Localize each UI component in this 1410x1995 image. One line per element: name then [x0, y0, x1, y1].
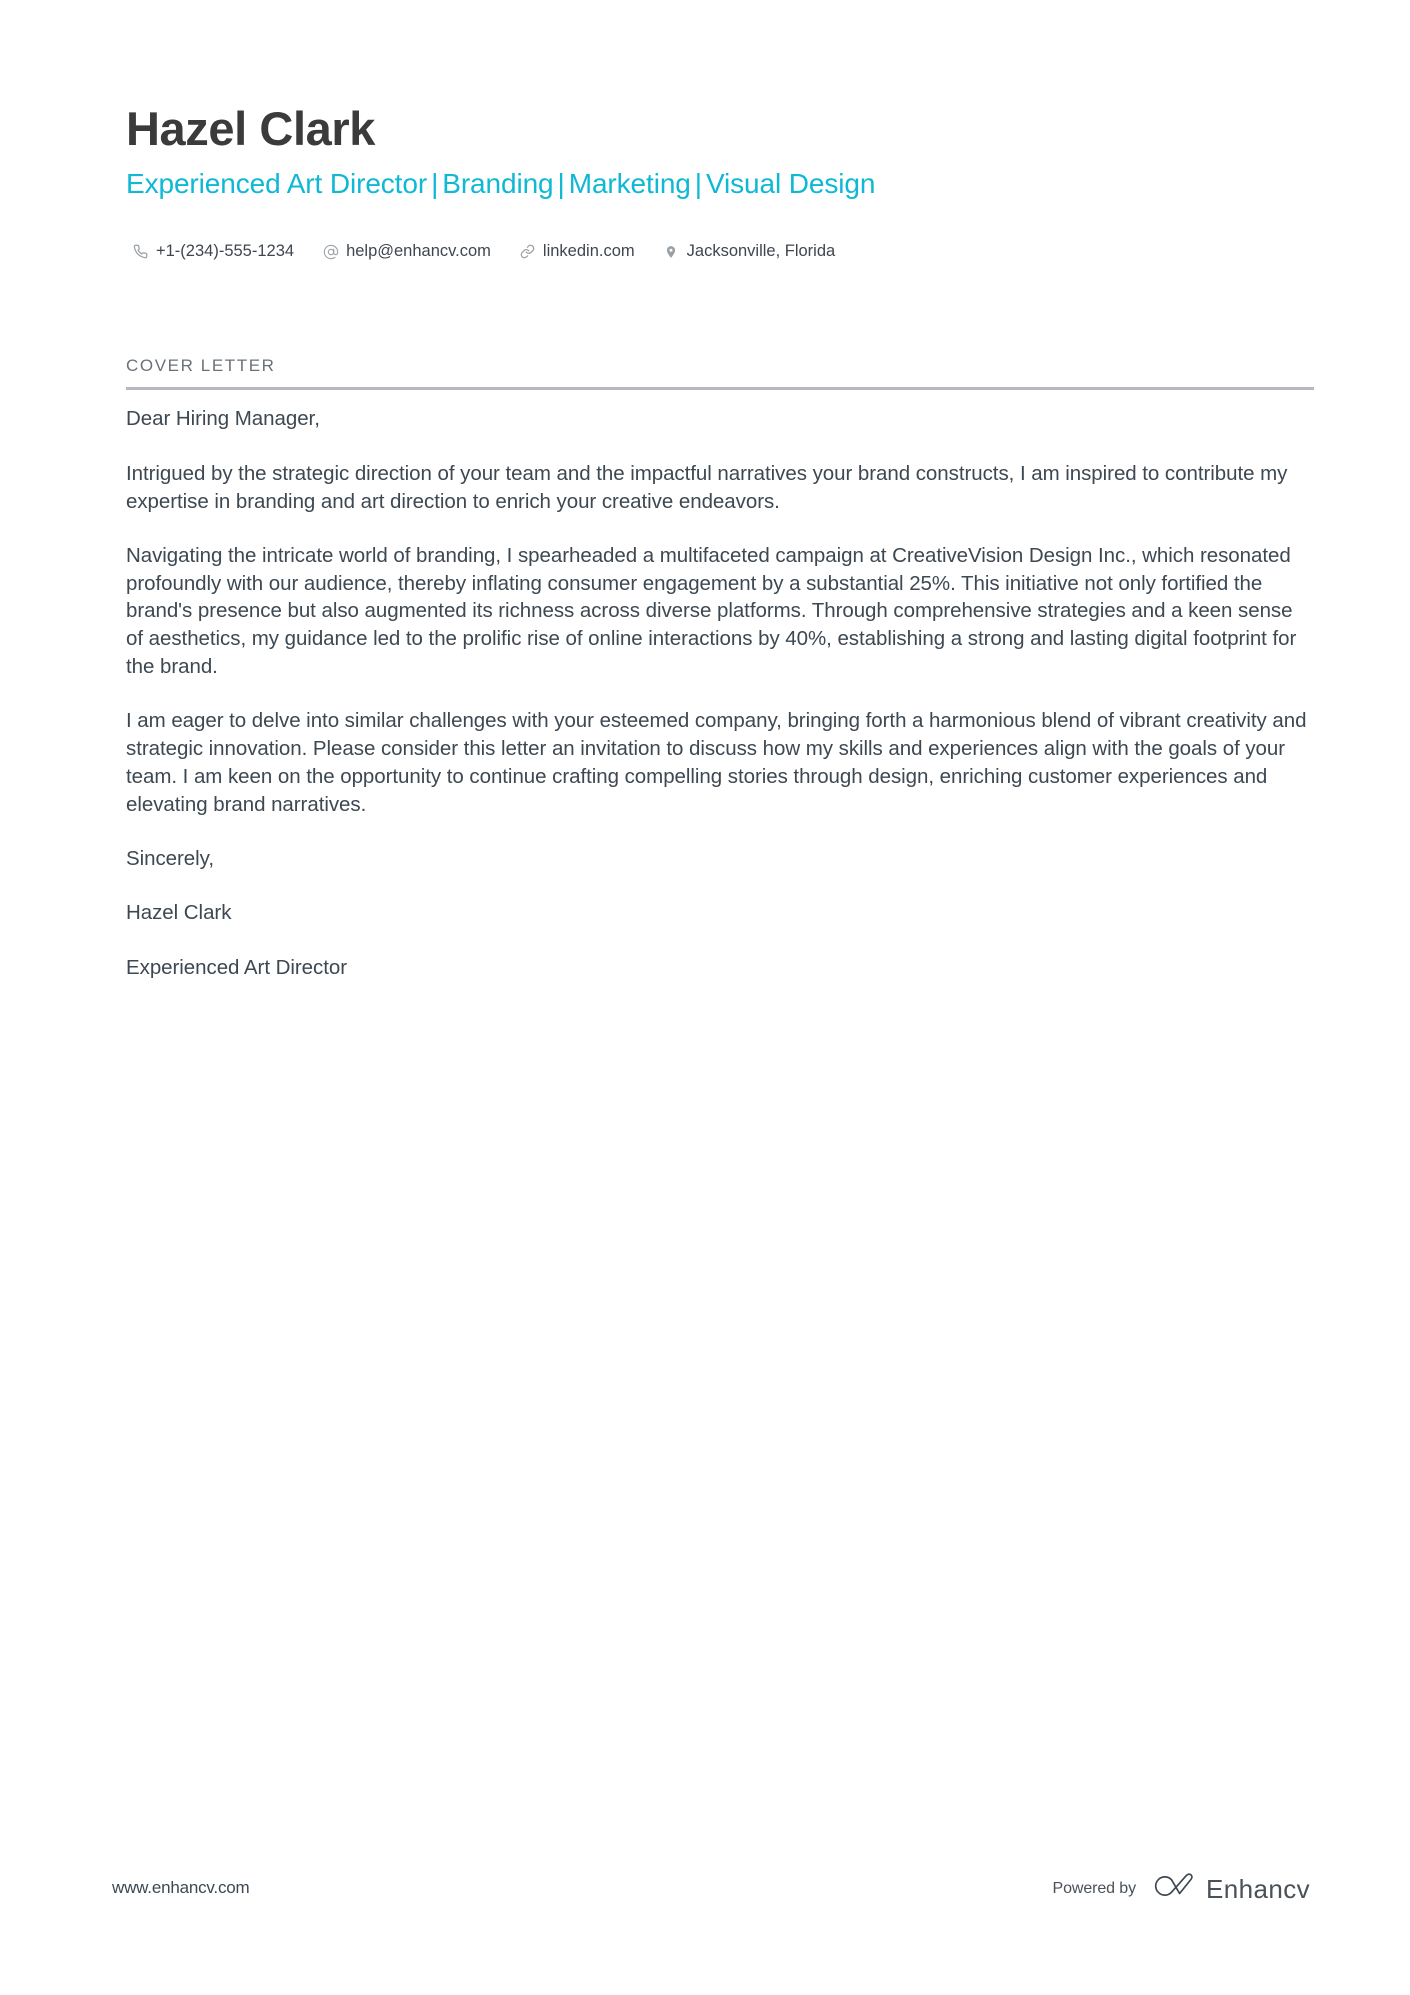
link-icon	[519, 243, 536, 260]
email-icon	[322, 243, 339, 260]
enhancv-wordmark: Enhancv	[1206, 1873, 1310, 1904]
contact-phone	[132, 242, 294, 261]
headline-separator: |	[557, 167, 565, 199]
letter-paragraph: Intrigued by the strategic direction of your team and the impactful narratives your brand constructs, I am inspired to contribute my expertise in branding and art direction to enrich your creative endeavors.	[126, 461, 1288, 513]
headline-separator: |	[431, 167, 439, 199]
letter-closing: Sincerely,	[126, 846, 214, 870]
contact-location	[663, 242, 836, 261]
document-header	[126, 104, 1316, 200]
headline-part-1: Experienced Art Director	[126, 167, 428, 199]
contact-link	[519, 242, 635, 261]
phone-icon	[132, 243, 149, 260]
professional-headline	[126, 167, 1316, 201]
section-title: COVER LETTER	[126, 356, 276, 375]
location-icon	[663, 243, 680, 260]
enhancv-logo	[1150, 1872, 1310, 1905]
letter-paragraph: I am eager to delve into similar challenges with your esteemed company, bringing forth a harmonious blend of vibrant creativity and strategic innovation. Please consider this letter an invitation to discuss how my skills and experiences align with the goals of your team. I am keen on the opportunity to continue crafting compelling stories through design, enriching customer experiences and elevating brand narratives.	[126, 709, 1307, 816]
letter-salutation: Dear Hiring Manager,	[126, 407, 320, 430]
contact-email	[322, 242, 491, 261]
headline-part-3: Marketing	[568, 167, 691, 199]
contact-location-text: Jacksonville, Florida	[686, 242, 836, 260]
powered-by-label: Powered by	[1052, 1879, 1137, 1897]
enhancv-cv-logo-icon	[1150, 1872, 1196, 1905]
section-divider	[126, 387, 1314, 390]
contact-link-text: linkedin.com	[542, 242, 635, 260]
contact-phone-text: +1-(234)-555-1234	[156, 242, 295, 260]
footer-branding	[1053, 1872, 1310, 1905]
headline-part-2: Branding	[442, 167, 554, 199]
cover-letter-section-header	[126, 356, 1314, 390]
footer-website[interactable]: www.enhancv.com	[112, 1878, 250, 1897]
contact-email-text: help@enhancv.com	[346, 242, 491, 260]
letter-signature-name: Hazel Clark	[126, 901, 232, 925]
headline-separator: |	[694, 167, 702, 199]
cover-letter-body	[126, 405, 1308, 982]
page-title: Hazel Clark	[126, 102, 376, 155]
letter-signature-title: Experienced Art Director	[126, 956, 347, 980]
page-footer	[0, 1872, 1410, 1916]
headline-part-4: Visual Design	[705, 167, 876, 199]
letter-paragraph: Navigating the intricate world of branding, I spearheaded a multifaceted campaign at CreativeVision Design Inc., which resonated profoundly with our audience, thereby inflating consumer engagement by a substantial 25%. This initiative not only fortified the brand's presence but also augmented its richness across diverse platforms. Through comprehensive strategies and a keen sense of aesthetics, my guidance led to the prolific rise of online interactions by 40%, establishing a strong and lasting digital footprint for the brand.	[126, 543, 1297, 679]
contact-row	[132, 242, 835, 261]
